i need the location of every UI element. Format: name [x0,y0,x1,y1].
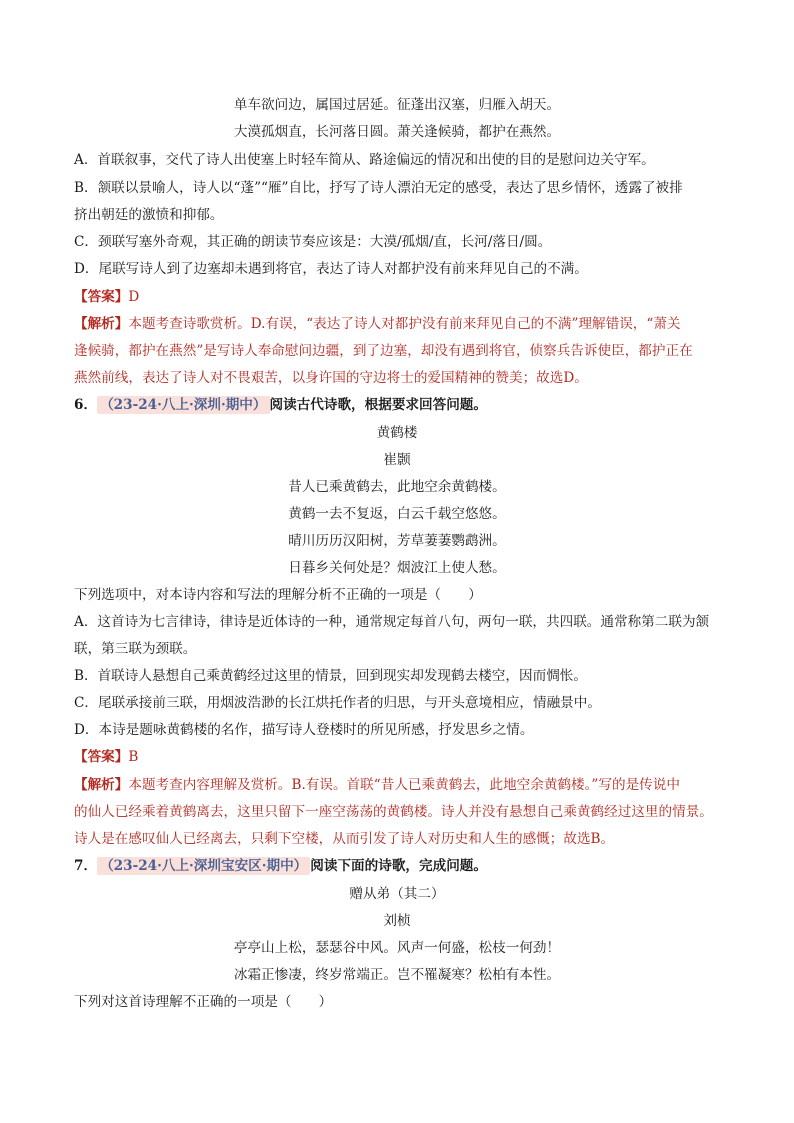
answer-tag: 【答案】 [74,749,129,765]
analysis-line [74,776,724,794]
analysis-line [74,315,724,333]
poem-line: 昔人已乘黄鹤去，此地空余黄鹤楼。 [288,479,506,495]
option-c: C．尾联承接前三联，用烟波浩渺的长江烘托作者的归思，与开头意境相应，情融景中。 [74,695,601,711]
poem-line: 冰霜正惨凄，终岁常端正。岂不罹凝寒？松柏有本性。 [233,967,561,983]
poem-line: 晴川历历汉阳树，芳草萋萋鹦鹉洲。 [288,533,506,549]
question-text: 下列选项中，对本诗内容和写法的理解分析不正确的一项是（ ） [74,587,482,603]
poem-author: 崔颢 [383,452,411,468]
answer-value: B [128,749,139,765]
analysis-text: 燕然前线，表达了诗人对不畏艰苦，以身许国的守边将士的爱国精神的赞美；故选D。 [74,370,588,386]
analysis-tag: 【解析】 [74,316,129,332]
option-a-cont: 联，第三联为颈联。 [74,641,197,657]
option-d: D．本诗是题咏黄鹤楼的名作，描写诗人登楼时的所见所感，抒发思乡之情。 [74,722,534,738]
poem-title: 黄鹤楼 [376,425,418,441]
analysis-text: 本题考查内容理解及赏析。B.有误。首联“昔人已乘黄鹤去，此地空余黄鹤楼。”写的是传说中 [128,777,680,793]
option-c: C．颈联写塞外奇观，其正确的朗读节奏应该是：大漠/孤烟/直，长河/落日/圆。 [74,234,552,250]
poem-author: 刘桢 [383,913,411,929]
answer-value: D [128,289,140,305]
option-b: B．颔联以景喻人，诗人以“蓬”“雁”自比，抒写了诗人漂泊无定的感受，表达了思乡情怀，透露了被排 [74,180,683,196]
answer-line [74,288,724,306]
question-text: 下列对这首诗理解不正确的一项是（ ） [74,994,333,1010]
analysis-text: 的仙人已经乘着黄鹤离去，这里只留下一座空荡荡的黄鹤楼。诗人并没有悬想自己乘黄鹤经过这里的情景。 [74,804,713,820]
poem-line: 亭亭山上松，瑟瑟谷中风。风声一何盛，松枝一何劲！ [233,940,561,956]
poem-line: 日暮乡关何处是？烟波江上使人愁。 [288,560,506,576]
poem-line: 黄鹤一去不复返，白云千载空悠悠。 [288,506,506,522]
question-7-header [74,857,724,875]
option-d: D．尾联写诗人到了边塞却未遇到将官，表达了诗人对都护没有前来拜见自己的不满。 [74,261,588,277]
poem-line: 单车欲问边，属国过居延。征蓬出汉塞，归雁入胡天。 [233,97,561,113]
poem-title: 赠从弟（其二） [349,886,445,902]
analysis-text: 诗人是在感叹仙人已经离去，只剩下空楼，从而引发了诗人对历史和人生的感慨；故选B。 [74,831,615,847]
question-number: 6． [74,397,98,413]
option-a: A．首联叙事，交代了诗人出使塞上时轻车简从、路途偏远的情况和出使的目的是慰问边关守军。 [74,152,655,168]
option-b-cont: 挤出朝廷的激愤和抑郁。 [74,207,224,223]
poem-line: 大漠孤烟直，长河落日圆。萧关逢候骑，都护在燕然。 [233,124,561,140]
answer-line [74,748,724,766]
option-b: B．首联诗人悬想自己乘黄鹤经过这里的情景，回到现实却发现鹤去楼空，因而惆怅。 [74,668,587,684]
question-stem: 阅读古代诗歌，根据要求回答问题。 [269,397,487,413]
source-badge: （23-24·八上·深圳宝安区·期中） [97,857,310,875]
analysis-text: 逢候骑，都护在燕然”是写诗人奉命慰问边疆，到了边塞，却没有遇到将官，侦察兵告诉使臣，都护正在 [74,343,693,359]
analysis-tag: 【解析】 [74,777,129,793]
question-stem: 阅读下面的诗歌，完成问题。 [310,858,487,874]
source-badge: （23-24·八上·深圳·期中） [97,396,269,414]
analysis-text: 本题考查诗歌赏析。D.有误，“表达了诗人对都护没有前来拜见自己的不满”理解错误，“萧关 [128,316,681,332]
question-6-header [74,396,724,414]
question-number: 7． [74,858,98,874]
option-a: A．这首诗为七言律诗，律诗是近体诗的一种，通常规定每首八句，两句一联，共四联。通常称第二联为颔 [74,614,710,630]
answer-tag: 【答案】 [74,289,129,305]
